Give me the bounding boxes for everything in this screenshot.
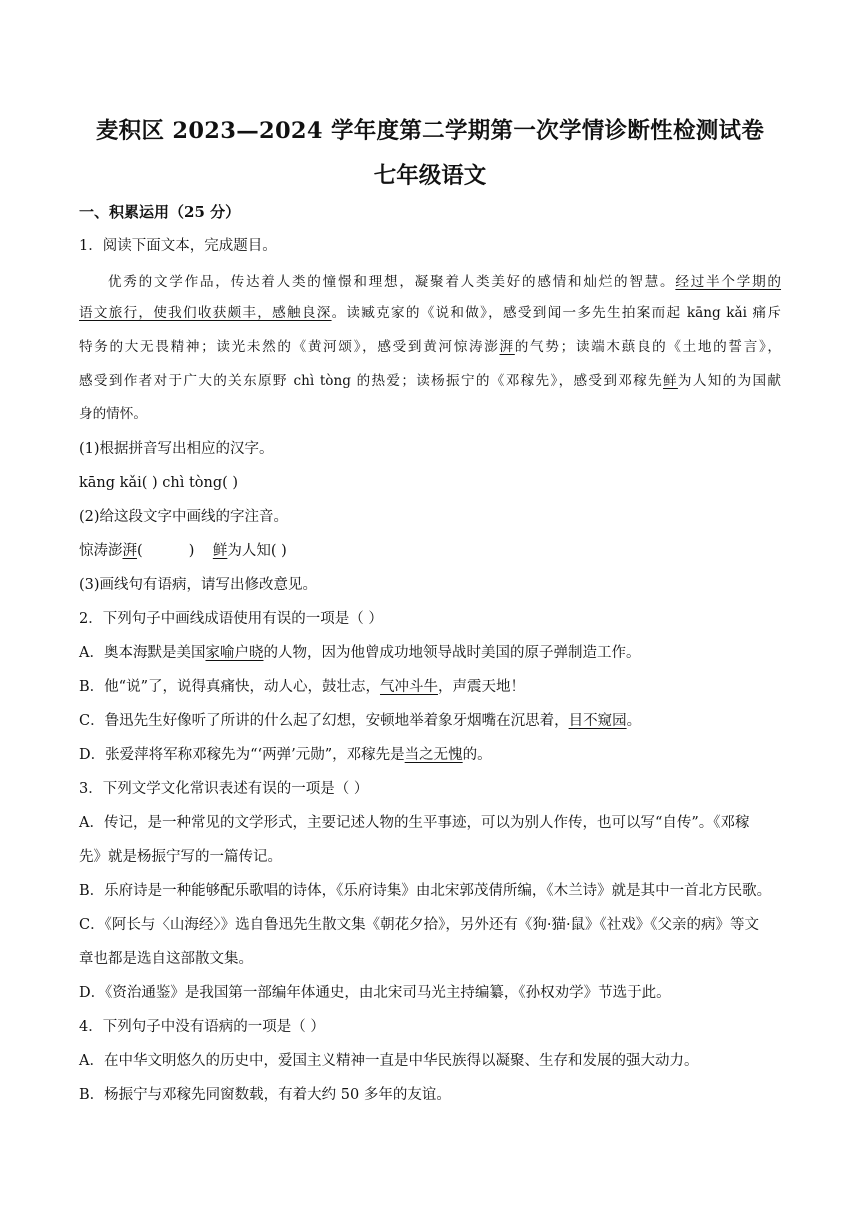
passage-text: 的气势；读端木蕻良的《土地的誓言》， xyxy=(514,339,782,355)
q1-sub1: (1)根据拼音写出相应的汉字。 xyxy=(79,441,274,457)
underlined-idiom: 当之无愧 xyxy=(404,747,463,763)
underlined-idiom: 家喻户晓 xyxy=(205,645,264,661)
passage-text: 。读臧克家的《说和做》，感受到闻一多先生拍案而起 kāng kǎi 痛斥 xyxy=(331,305,781,321)
q1-sub3: (3)画线句有语病，请写出修改意见。 xyxy=(79,577,318,593)
question-2-stem: 2．下列句子中画线成语使用有误的一项是（ ） xyxy=(79,611,383,627)
passage-text: 特务的大无畏精神；读光未然的《黄河颂》，感受到黄河惊涛澎 xyxy=(79,339,500,355)
underlined-char: 鲜 xyxy=(212,543,228,559)
passage-text: 为人知的为国献 xyxy=(677,373,782,389)
passage-text: 优秀的文学作品，传达着人类的憧憬和理想，凝聚着人类美好的感情和灿烂的智慧。 xyxy=(106,274,676,290)
underlined-char: 湃 xyxy=(499,339,515,355)
question-1-stem: 1．阅读下面文本，完成题目。 xyxy=(79,238,277,254)
passage-line-1 xyxy=(79,272,781,292)
q1-sub2-blanks: 惊涛澎湃( ) 鲜为人知( ) xyxy=(79,543,287,559)
q4-option-b: B．杨振宁与邓稼先同窗数载，有着大约 50 多年的友谊。 xyxy=(79,1087,451,1103)
underlined-char: 湃 xyxy=(122,543,137,559)
q3-option-a-line2: 先》就是杨振宁写的一篇传记。 xyxy=(79,849,282,865)
question-3-stem: 3．下列文学文化常识表述有误的一项是（ ） xyxy=(79,781,369,797)
q2-option-a: A．奥本海默是美国家喻户晓的人物，因为他曾成功地领导战时美国的原子弹制造工作。 xyxy=(79,645,641,661)
passage-line-5: 身的情怀。 xyxy=(79,406,147,422)
underlined-char: 鲜 xyxy=(663,373,678,389)
q3-option-c-line2: 章也都是选自这部散文集。 xyxy=(79,951,253,967)
q2-option-d: D．张爱萍将军称邓稼先为“‘两弹’元勋”，邓稼先是当之无愧的。 xyxy=(79,747,492,763)
q3-option-d: D．《资治通鉴》是我国第一部编年体通史，由北宋司马光主持编纂，《孙权劝学》节选于此。 xyxy=(79,985,671,1001)
passage-line-2 xyxy=(79,303,781,323)
q2-option-c: C．鲁迅先生好像听了所讲的什么起了幻想，安顿地举着象牙烟嘴在沉思着，目不窥园。 xyxy=(79,713,642,729)
passage-line-4 xyxy=(79,371,781,391)
question-4-stem: 4．下列句子中没有语病的一项是（ ） xyxy=(79,1019,325,1035)
q3-option-c-line1: C．《阿长与〈山海经〉》选自鲁迅先生散文集《朝花夕拾》，另外还有《狗·猫·鼠》《社戏》《父亲的病》等文 xyxy=(79,917,760,933)
underlined-sentence: 经过半个学期的 xyxy=(675,274,782,290)
exam-subtitle: 七年级语文 xyxy=(373,163,487,189)
q3-option-b: B．乐府诗是一种能够配乐歌唱的诗体，《乐府诗集》由北宋郭茂倩所编，《木兰诗》就是其中一首北方民歌。 xyxy=(79,883,772,899)
exam-title: 麦积区 2023—2024 学年度第二学期第一次学情诊断性检测试卷 xyxy=(95,118,765,144)
section-heading: 一、积累运用（25 分） xyxy=(79,203,241,221)
passage-text: 感受到作者对于广大的关东原野 chì tòng 的热爱；读杨振宁的《邓稼先》，感受到邓稼先 xyxy=(79,373,663,389)
q4-option-a: A．在中华文明悠久的历史中，爱国主义精神一直是中华民族得以凝聚、生存和发展的强大动力。 xyxy=(79,1053,699,1069)
passage-line-3 xyxy=(79,337,781,357)
q1-sub2: (2)给这段文字中画线的字注音。 xyxy=(79,509,289,525)
q3-option-a-line1: A．传记，是一种常见的文学形式，主要记述人物的生平事迹，可以为别人作传，也可以写“自传”。《邓稼 xyxy=(79,815,750,831)
q2-option-b: B．他“说”了，说得真痛快，动人心，鼓壮志，气冲斗牛，声震天地！ xyxy=(79,679,525,695)
underlined-idiom: 气冲斗牛 xyxy=(379,679,438,695)
underlined-sentence: 语文旅行，使我们收获颇丰，感触良深 xyxy=(79,305,332,321)
underlined-idiom: 目不窥园 xyxy=(568,713,627,729)
q1-sub1-blanks: kāng kǎi( ) chì tòng( ) xyxy=(79,475,239,491)
